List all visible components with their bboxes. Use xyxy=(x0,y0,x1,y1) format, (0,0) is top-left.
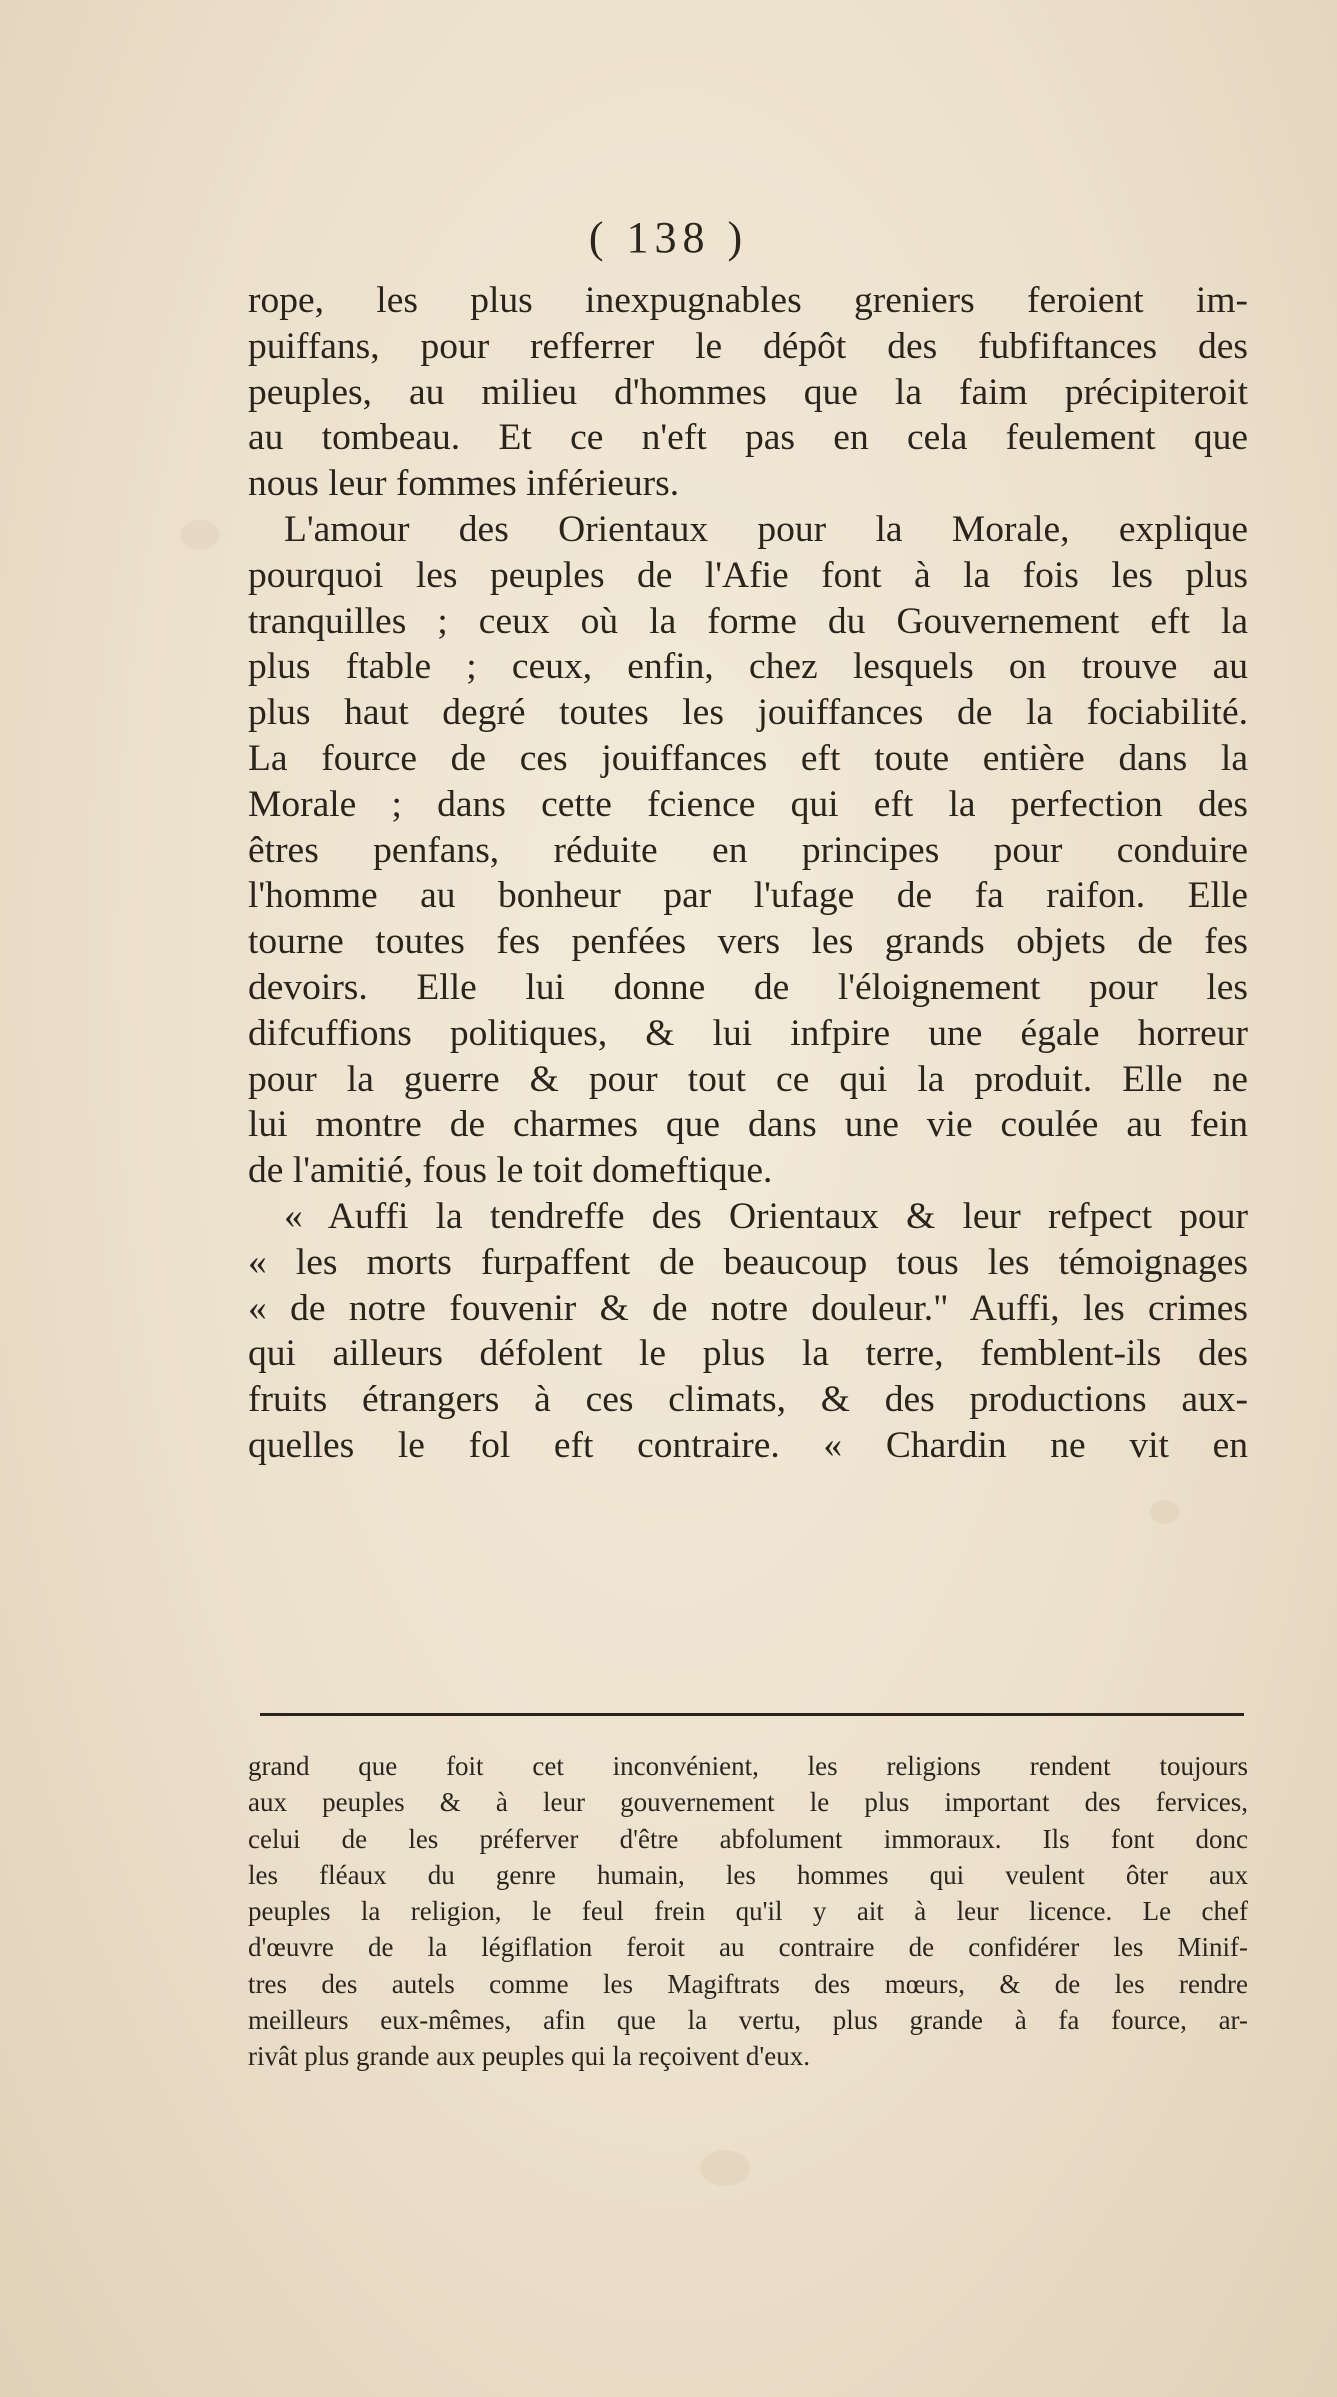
text-line: L'amour des Orientaux pour la Morale, explique xyxy=(284,508,1248,550)
footnote-line: rivât plus grande aux peuples qui la reçoivent d'eux. xyxy=(248,2041,810,2072)
text-line: lui montre de charmes que dans une vie coulée au fein xyxy=(248,1104,1248,1146)
footnote-line: d'œuvre de la légiflation feroit au contraire de confidérer les Minif- xyxy=(248,1932,1248,1963)
text-line: fruits étrangers à ces climats, & des productions aux- xyxy=(248,1379,1248,1421)
text-line: puiffans, pour refferrer le dépôt des fubfiftances des xyxy=(248,325,1248,367)
text-line: plus ftable ; ceux, enfin, chez lesquels on trouve au xyxy=(248,646,1248,688)
footnote-line: meilleurs eux-mêmes, afin que la vertu, plus grande à fa fource, ar- xyxy=(248,2005,1248,2036)
text-line: nous leur fommes inférieurs. xyxy=(248,463,680,505)
text-line: tourne toutes fes penfées vers les grands objets de fes xyxy=(248,921,1248,963)
text-line: de l'amitié, fous le toit domeftique. xyxy=(248,1150,773,1192)
page-number: ( 138 ) xyxy=(588,213,749,262)
footnote-line: celui de les préferver d'être abfolument immoraux. Ils font donc xyxy=(248,1823,1248,1854)
footnote-divider xyxy=(260,1713,1244,1716)
text-line: devoirs. Elle lui donne de l'éloignement pour les xyxy=(248,966,1248,1008)
text-line: peuples, au milieu d'hommes que la faim précipiteroit xyxy=(248,371,1248,413)
text-line: tranquilles ; ceux où la forme du Gouvernement eft la xyxy=(248,600,1248,642)
text-line: La fource de ces jouiffances eft toute entière dans la xyxy=(248,737,1248,779)
text-line: plus haut degré toutes les jouiffances de la fociabilité. xyxy=(248,692,1248,734)
text-line: qui ailleurs défolent le plus la terre, femblent-ils des xyxy=(248,1333,1248,1375)
text-line: difcuffions politiques, & lui infpire une égale horreur xyxy=(248,1012,1248,1054)
text-line: l'homme au bonheur par l'ufage de fa raifon. Elle xyxy=(248,875,1248,917)
text-line: « les morts furpaffent de beaucoup tous les témoignages xyxy=(248,1241,1248,1283)
text-line: pour la guerre & pour tout ce qui la produit. Elle ne xyxy=(248,1058,1248,1100)
text-line: au tombeau. Et ce n'eft pas en cela feulement que xyxy=(248,417,1248,459)
text-line: êtres penfans, réduite en principes pour conduire xyxy=(248,829,1248,871)
footnote xyxy=(248,1748,1248,2075)
main-text xyxy=(248,278,1248,1469)
text-line: rope, les plus inexpugnables greniers feroient im- xyxy=(248,280,1248,321)
text-line: « Auffi la tendreffe des Orientaux & leur refpect pour xyxy=(284,1195,1248,1237)
footnote-line: aux peuples & à leur gouvernement le plus important des fervices, xyxy=(248,1787,1248,1818)
paper-stain xyxy=(180,520,220,550)
text-line: pourquoi les peuples de l'Afie font à la fois les plus xyxy=(248,554,1248,596)
footnote-line: grand que foit cet inconvénient, les religions rendent toujours xyxy=(248,1751,1248,1781)
paper-stain xyxy=(1150,1500,1180,1524)
text-line: « de notre fouvenir & de notre douleur." Auffi, les crimes xyxy=(248,1287,1248,1329)
footnote-line: les fléaux du genre humain, les hommes qui veulent ôter aux xyxy=(248,1859,1248,1890)
text-line: Morale ; dans cette fcience qui eft la perfection des xyxy=(248,783,1248,825)
text-line: quelles le fol eft contraire. « Chardin ne vit en xyxy=(248,1424,1248,1466)
footnote-line: peuples la religion, le feul frein qu'il y ait à leur licence. Le chef xyxy=(248,1896,1248,1927)
footnote-line: tres des autels comme les Magiftrats des mœurs, & de les rendre xyxy=(248,1968,1248,1999)
paper-stain xyxy=(700,2150,750,2186)
